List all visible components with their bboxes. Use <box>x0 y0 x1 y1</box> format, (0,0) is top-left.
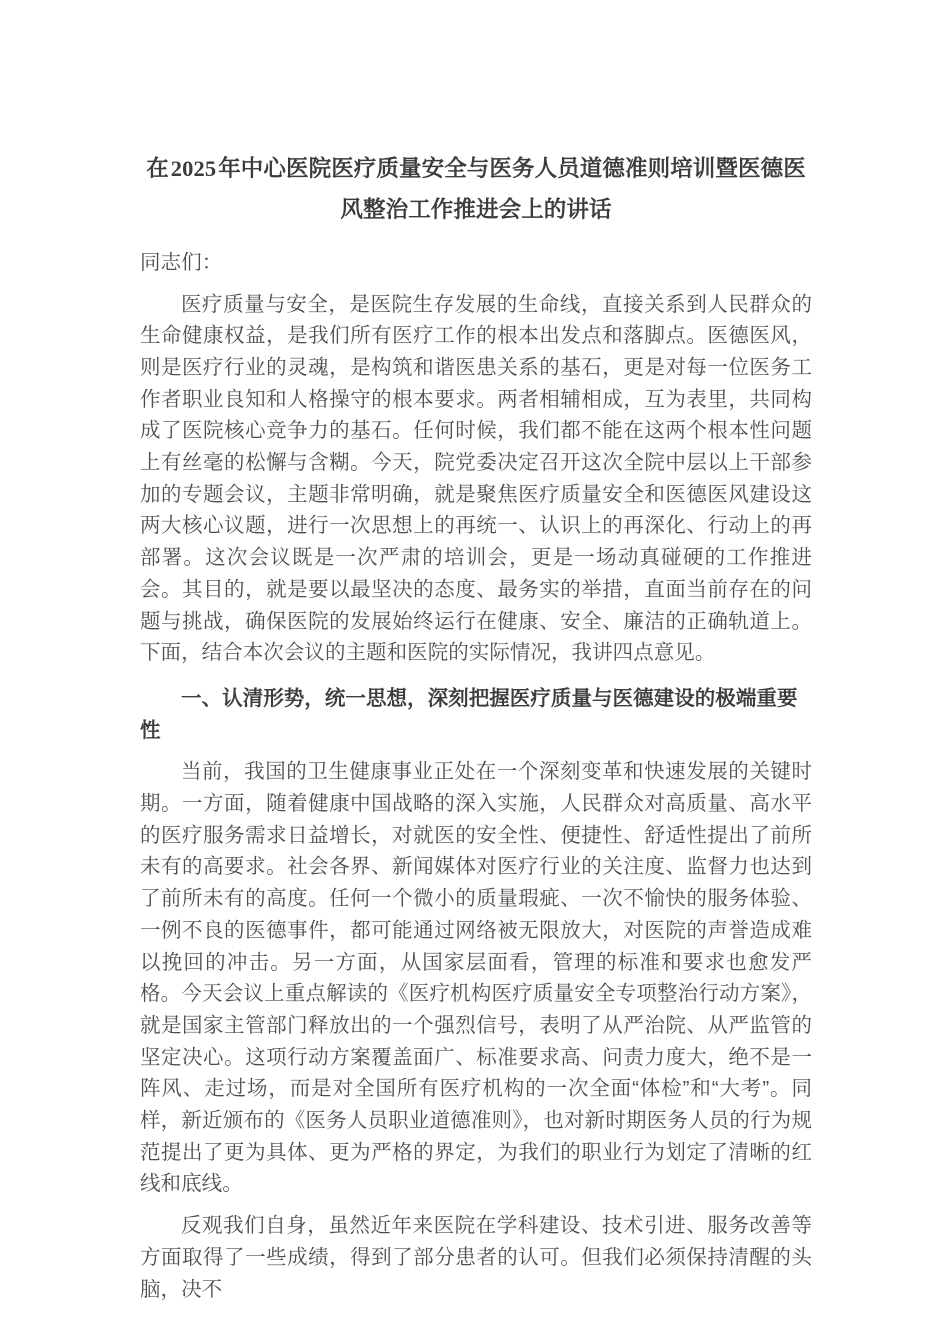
page-title <box>140 0 812 230</box>
title-rest: 年中心医院医疗质量安全与医务人员道德准则培训暨医德医 <box>218 156 806 181</box>
body-paragraph: 医疗质量与安全，是医院生存发展的生命线，直接关系到人民群众的生命健康权益，是我们所有医疗工作的根本出发点和落脚点。医德医风，则是医疗行业的灵魂，是构筑和谐医患关系的基石，更是对每一位医务工作者职业良知和人格操守的根本要求。两者相辅相成，互为表里，共同构成了医院核心竞争力的基石。任何时候，我们都不能在这两个根本性问题上有丝毫的松懈与含糊。今天，院党委决定召开这次全院中层以上干部参加的专题会议，主题非常明确，就是聚焦医疗质量安全和医德医风建设这两大核心议题，进行一次思想上的再统一、认识上的再深化、行动上的再部署。这次会议既是一次严肃的培训会，更是一场动真碰硬的工作推进会。其目的，就是要以最坚决的态度、最务实的举措，直面当前存在的问题与挑战，确保医院的发展始终运行在健康、安全、廉洁的正确轨道上。下面，结合本次会议的主题和医院的实际情况，我讲四点意见。 <box>140 292 812 665</box>
title-line-two: 风整治工作推进会上的讲话 <box>340 197 612 222</box>
body-paragraph: 当前，我国的卫生健康事业正处在一个深刻变革和快速发展的关键时期。一方面，随着健康中国战略的深入实施，人民群众对高质量、高水平的医疗服务需求日益增长，对就医的安全性、便捷性、舒适性提出了前所未有的高要求。社会各界、新闻媒体对医疗行业的关注度、监督力也达到了前所未有的高度。任何一个微小的质量瑕疵、一次不愉快的服务体验、一例不良的医德事件，都可能通过网络被无限放大，对医院的声誉造成难以挽回的冲击。另一方面，从国家层面看，管理的标准和要求也愈发严格。今天会议上重点解读的《医疗机构医疗质量安全专项整治行动方案》，就是国家主管部门释放出的一个强烈信号，表明了从严治院、从严监管的坚定决心。这项行动方案覆盖面广、标准要求高、问责力度大，绝不是一阵风、走过场，而是对全国所有医疗机构的一次全面“体检”和“大考”。同样，新近颁布的《医务人员职业道德准则》，也对新时期医务人员的行为规范提出了更为具体、更为严格的界定，为我们的职业行为划定了清晰的红线和底线。 <box>140 760 812 1196</box>
page-content-column <box>140 0 812 1305</box>
section-heading: 一、认清形势，统一思想，深刻把握医疗质量与医德建设的极端重要性 <box>140 686 798 742</box>
salutation: 同志们： <box>140 251 223 274</box>
body-paragraph: 反观我们自身，虽然近年来医院在学科建设、技术引进、服务改善等方面取得了一些成绩，得到了部分患者的认可。但我们必须保持清醒的头脑，决不 <box>140 1214 812 1301</box>
title-prefix: 在 <box>146 156 169 181</box>
title-year: 2025 <box>170 156 217 181</box>
